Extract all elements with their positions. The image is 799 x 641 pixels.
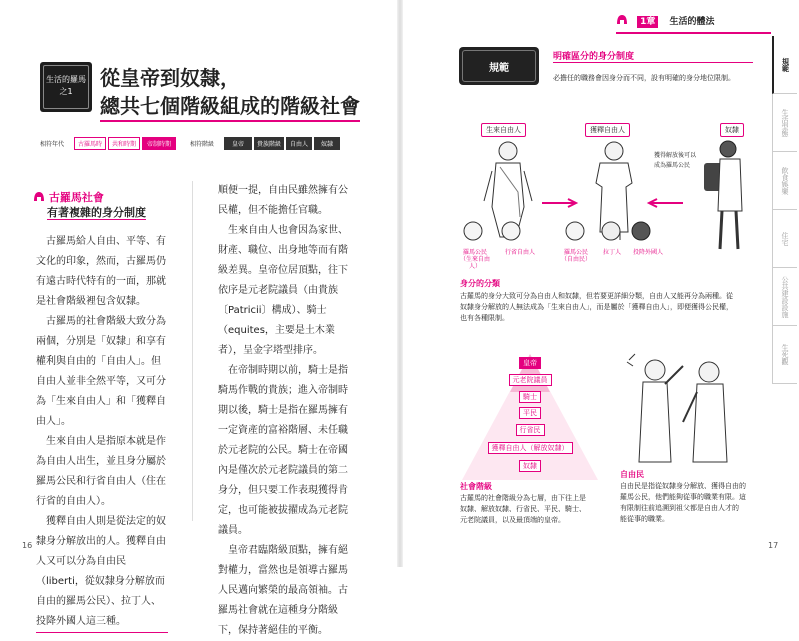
paragraph-highlight: 獲釋自由人則是從法定的奴隸身分解放出的人。獲釋自由人又可以分為自由民（liberti，從奴隸身分解放而自由的羅馬公民）、拉丁人、投降外國人這三種。 bbox=[36, 512, 168, 633]
freedman-text-line: 能從事的職業。 bbox=[620, 515, 669, 523]
paragraph: 古羅馬的社會階級大致分為兩個，分別是「奴隸」和享有權利與自由的「自由人」。但自由人並非全然平等，又可分為「生來自由人」和「獲釋自由人」。 bbox=[36, 316, 166, 427]
freedman-text-line: 有限制往前追溯到祖父都是自由人才的 bbox=[620, 504, 739, 512]
slave-illustration bbox=[702, 137, 750, 255]
paragraph: 皇帝君臨階級頂點，擁有絕對權力，當然也是領導古羅馬人民邁向繁榮的最高領袖。古羅馬社會就在這種身分階級下，保持著絕佳的平衡。 bbox=[218, 545, 348, 636]
callout-line1: 獲得解放後可以 bbox=[654, 152, 697, 159]
class-cell: 自由人 bbox=[286, 137, 312, 150]
social-title: 社會階級 bbox=[460, 482, 492, 491]
badge-line2: 之1 bbox=[59, 87, 73, 96]
era-cell: 共和時期 bbox=[108, 137, 140, 150]
freedman-text-line: 羅馬公民，他們能夠從事的職業有限。這 bbox=[620, 493, 746, 501]
pyramid-level: 皇帝 bbox=[500, 356, 560, 369]
body-column-1 bbox=[36, 232, 168, 633]
freedman-text-line: 自由民是指從奴隸身分解放、獲得自由的 bbox=[620, 482, 746, 490]
pyramid-level: 行省民 bbox=[480, 423, 580, 436]
callout-note bbox=[654, 151, 696, 171]
chapter-header bbox=[616, 14, 715, 27]
paragraph: 在帝制時期以前，騎士是指騎馬作戰的貴族；進入帝制時期以後，騎士是指在羅馬擁有一定資產的富裕階層、未任職於元老院的公民。騎士在帝國內是僅次於元老院議員的第二身分，但只要工作表現獲得肯定，也可能被拔擢成為元老院議員。 bbox=[218, 365, 348, 536]
side-tab[interactable]: 公共建設設施 bbox=[772, 268, 797, 326]
identity-title: 身分的分類 bbox=[460, 279, 500, 288]
paragraph: 順便一提，自由民雖然擁有公民權，但不能擔任官職。 bbox=[218, 185, 348, 216]
page-number-right: 17 bbox=[768, 541, 779, 550]
era-timeline bbox=[40, 137, 178, 149]
social-text bbox=[460, 493, 586, 526]
page-number-left: 16 bbox=[22, 541, 33, 550]
summary-text: 必擔任的職務會因身分而不同，設有明確的身分地位限制。 bbox=[553, 74, 735, 82]
column-divider bbox=[192, 181, 193, 521]
section-badge bbox=[40, 62, 92, 112]
freedmen-conversation-illustration bbox=[625, 352, 735, 464]
badge-frame bbox=[43, 65, 89, 109]
chapter-title: 生活的體法 bbox=[669, 17, 715, 27]
cap-roman-citizen-freedman: 羅馬公民（自由民） bbox=[560, 249, 591, 263]
pyramid-level: 平民 bbox=[485, 406, 575, 419]
identity-text-line: 奴隸身分解放的人無法成為「生來自由人」，而是屬於「獲釋自由人」，即便獲得公民權， bbox=[460, 303, 733, 311]
era-cell: 古羅馬時 bbox=[74, 137, 106, 150]
pyramid-level: 獲釋自由人（解放奴隸） bbox=[470, 441, 590, 454]
paragraph: 古羅馬給人自由、平等、有文化的印象，然而，古羅馬仍有遠古時代特有的一面，那就是社會階級裡包含奴隸。 bbox=[36, 236, 166, 307]
left-page bbox=[0, 0, 399, 636]
chapter-number: 1章 bbox=[637, 16, 658, 28]
side-tab[interactable]: 生活型態 bbox=[772, 94, 797, 152]
summary-rule bbox=[553, 62, 753, 63]
summary-badge-label: 規範 bbox=[489, 62, 509, 74]
side-tab[interactable]: 生死觀 bbox=[772, 326, 797, 384]
section-heading bbox=[33, 190, 146, 220]
era-label: 相符年代 bbox=[40, 140, 65, 148]
body-column-2 bbox=[218, 181, 350, 641]
pyramid-level: 奴隸 bbox=[480, 459, 580, 472]
class-label: 相符階級 bbox=[190, 140, 215, 148]
page-title bbox=[100, 64, 360, 122]
freedman-text bbox=[620, 481, 746, 525]
cap-provincial: 行省自由人 bbox=[504, 249, 535, 256]
paragraph: 生來自由人是指原本就是作為自由人出生，並且身分屬於羅馬公民和行省自由人（住在行省的自由人）。 bbox=[36, 436, 166, 507]
social-text-line: 元老院議員，以及最頂端的皇帝。 bbox=[460, 516, 565, 524]
freed-label: 獲釋自由人 bbox=[585, 123, 630, 137]
summary-title: 明確區分的身分制度 bbox=[553, 52, 635, 62]
arrow-icon bbox=[645, 198, 685, 208]
callout-line2: 成為羅馬公民 bbox=[654, 162, 691, 169]
side-tab[interactable]: 飲食娛樂 bbox=[772, 152, 797, 210]
title-line2: 總共七個階級組成的階級社會 bbox=[100, 92, 360, 122]
freeborn-label: 生來自由人 bbox=[481, 123, 526, 137]
cap-surrendered: 投降外國人 bbox=[632, 249, 663, 256]
pyramid-level: 騎士 bbox=[490, 390, 570, 403]
class-timeline bbox=[190, 137, 342, 149]
social-text-line: 奴隸、解放奴隸、行省民、平民、騎士、 bbox=[460, 505, 586, 513]
chapter-rule bbox=[616, 32, 771, 34]
freedman-title: 自由民 bbox=[620, 470, 644, 479]
class-cell: 貴族階級 bbox=[254, 137, 284, 150]
identity-text bbox=[460, 291, 733, 324]
paragraph: 生來自由人也會因為家世、財產、職位、出身地等而有階級差異。皇帝位居頂點，往下依序是元老院議員（由貴族〔Patricii〕構成）、騎士（equites，主要是土木業者），呈金字塔型排序。 bbox=[218, 225, 348, 356]
cap-latin: 拉丁人 bbox=[602, 249, 621, 256]
cap-roman-citizen-freeborn: 羅馬公民（生來自由人） bbox=[459, 249, 490, 270]
badge-line1: 生活的羅馬 bbox=[46, 75, 86, 84]
helmet-icon bbox=[33, 190, 45, 202]
side-tab[interactable]: 住宅 bbox=[772, 210, 797, 268]
helmet-icon bbox=[616, 14, 628, 25]
era-cell-active: 帝制時期 bbox=[142, 137, 176, 150]
social-text-line: 古羅馬的社會階級分為七層，由下往上是 bbox=[460, 494, 586, 502]
identity-text-line: 也有各種限制。 bbox=[460, 314, 509, 322]
faces-row-illustration bbox=[463, 217, 678, 247]
side-index-tabs bbox=[772, 36, 799, 384]
section-heading-line2: 有著複雜的身分制度 bbox=[47, 206, 146, 219]
section-heading-line1: 古羅馬社會 bbox=[48, 191, 104, 204]
pyramid-level: 元老院議員 bbox=[490, 373, 570, 386]
slave-label: 奴隸 bbox=[720, 123, 744, 137]
side-tab[interactable]: 規範 bbox=[772, 36, 797, 94]
title-line1: 從皇帝到奴隸， bbox=[100, 66, 240, 90]
class-cell: 奴隸 bbox=[314, 137, 340, 150]
arrow-icon bbox=[540, 198, 580, 208]
summary-badge bbox=[459, 47, 539, 85]
identity-text-line: 古羅馬的身分大致可分為自由人和奴隸，但若要更詳細分類，自由人又能再分為兩種。從 bbox=[460, 292, 733, 300]
class-cell: 皇帝 bbox=[224, 137, 252, 150]
